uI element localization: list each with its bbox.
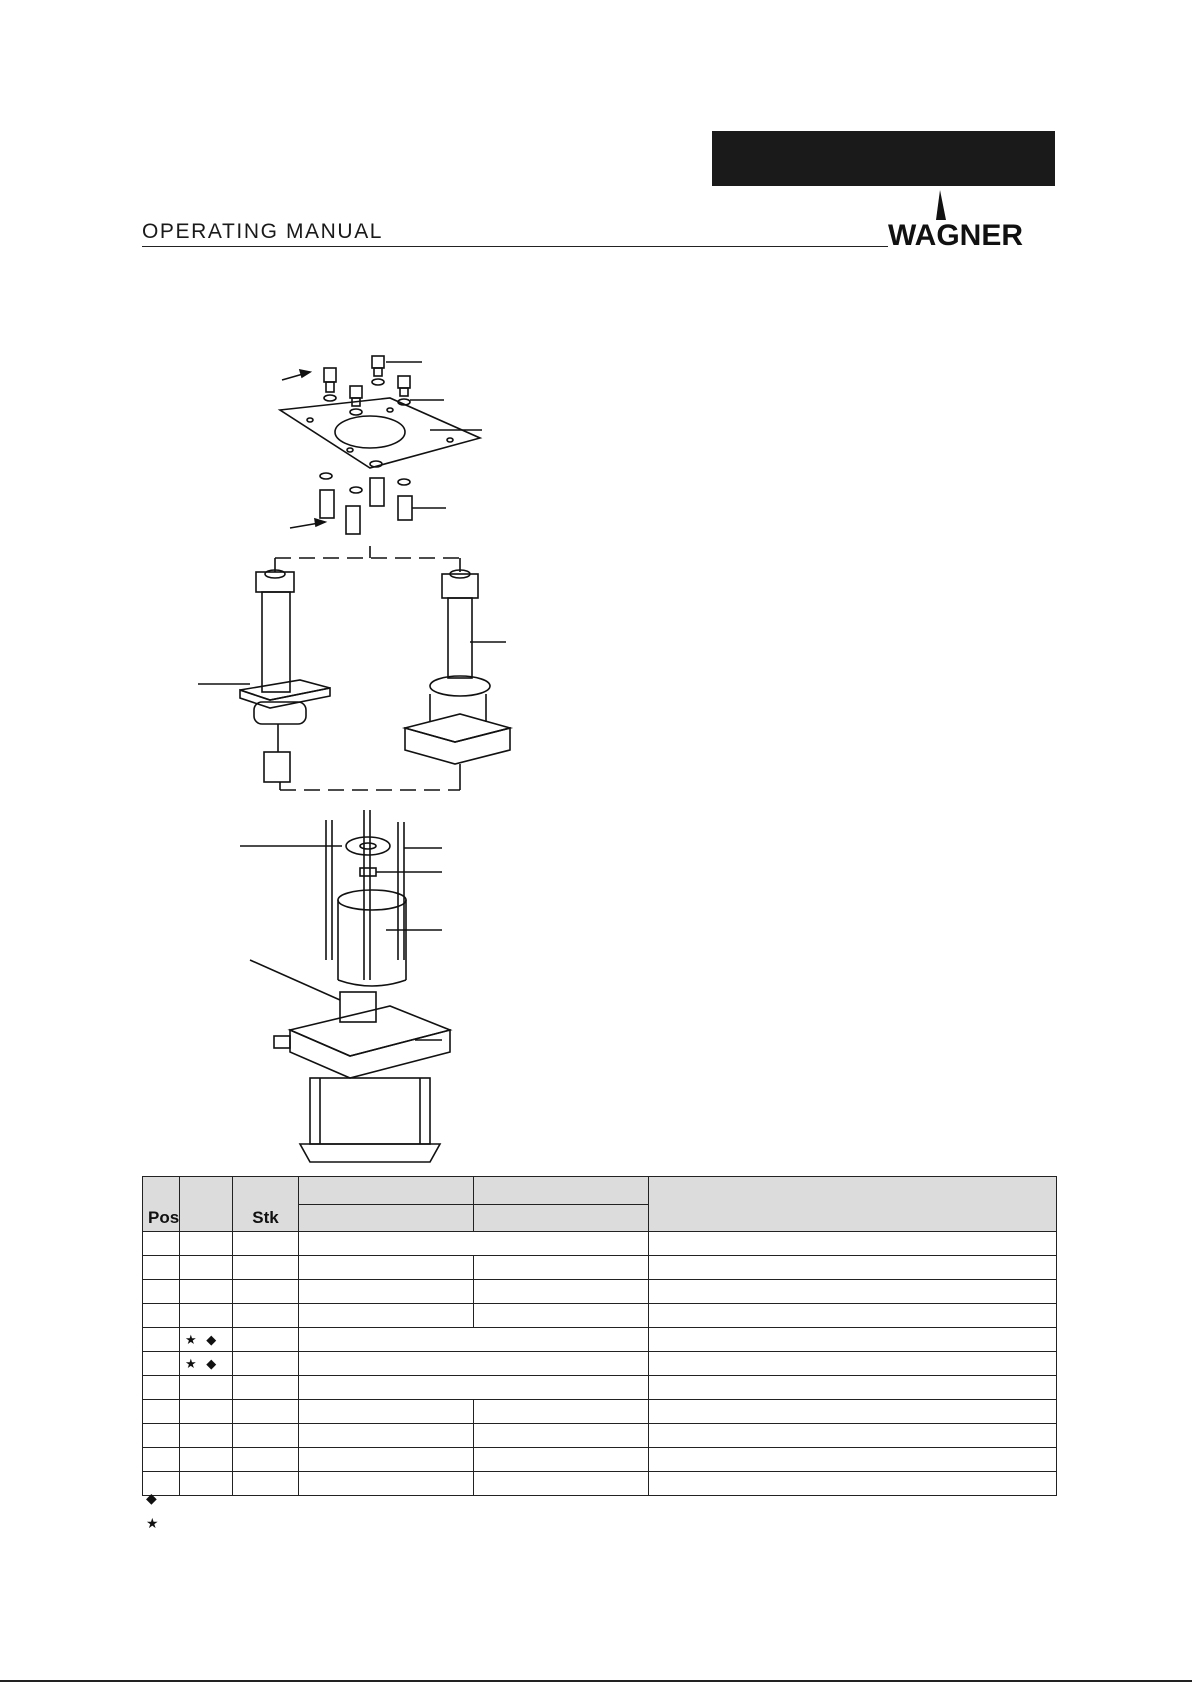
row-symbol: ★ ◆ bbox=[180, 1352, 233, 1376]
exploded-view-drawing bbox=[190, 340, 550, 1170]
table-cell bbox=[143, 1400, 180, 1424]
header-rule bbox=[142, 246, 888, 247]
parts-table-body bbox=[143, 1232, 1057, 1496]
table-cell bbox=[299, 1376, 649, 1400]
table-cell bbox=[474, 1448, 649, 1472]
table-row bbox=[143, 1280, 1057, 1304]
table-cell bbox=[143, 1352, 180, 1376]
table-row bbox=[143, 1256, 1057, 1280]
table-cell bbox=[299, 1424, 474, 1448]
table-cell bbox=[233, 1256, 299, 1280]
column-header-order-no-b bbox=[474, 1177, 649, 1205]
parts-table bbox=[142, 1176, 1057, 1496]
table-cell bbox=[649, 1376, 1057, 1400]
table-cell bbox=[649, 1424, 1057, 1448]
row-symbol bbox=[180, 1280, 233, 1304]
table-cell bbox=[233, 1352, 299, 1376]
table-cell bbox=[299, 1304, 474, 1328]
table-cell bbox=[143, 1280, 180, 1304]
table-cell bbox=[474, 1304, 649, 1328]
row-symbol bbox=[180, 1232, 233, 1256]
table-cell bbox=[233, 1304, 299, 1328]
table-cell bbox=[143, 1376, 180, 1400]
table-cell bbox=[649, 1328, 1057, 1352]
table-row bbox=[143, 1424, 1057, 1448]
svg-text:WAGNER: WAGNER bbox=[888, 219, 1023, 250]
table-cell bbox=[299, 1400, 474, 1424]
table-cell bbox=[299, 1280, 474, 1304]
table-cell bbox=[233, 1448, 299, 1472]
table-cell bbox=[233, 1328, 299, 1352]
table-cell bbox=[649, 1256, 1057, 1280]
title-block bbox=[712, 131, 1055, 186]
table-cell bbox=[649, 1352, 1057, 1376]
row-symbol bbox=[180, 1400, 233, 1424]
wagner-logo bbox=[888, 190, 1058, 250]
row-symbol bbox=[180, 1376, 233, 1400]
table-cell bbox=[143, 1304, 180, 1328]
table-cell bbox=[233, 1472, 299, 1496]
table-cell bbox=[299, 1472, 474, 1496]
table-cell bbox=[474, 1256, 649, 1280]
table-row bbox=[143, 1352, 1057, 1376]
footer-rule bbox=[0, 1680, 1192, 1682]
table-cell bbox=[143, 1256, 180, 1280]
table-cell bbox=[649, 1232, 1057, 1256]
table-cell bbox=[474, 1400, 649, 1424]
operating-manual-label: OPERATING MANUAL bbox=[142, 220, 384, 243]
table-row bbox=[143, 1448, 1057, 1472]
table-cell bbox=[474, 1424, 649, 1448]
row-symbol: ★ ◆ bbox=[180, 1328, 233, 1352]
table-cell bbox=[299, 1352, 649, 1376]
column-header-stk: Stk bbox=[233, 1177, 299, 1232]
table-cell bbox=[299, 1232, 649, 1256]
table-cell bbox=[474, 1280, 649, 1304]
table-cell bbox=[649, 1472, 1057, 1496]
table-cell bbox=[143, 1424, 180, 1448]
legend-item-diamond: ◆ bbox=[146, 1490, 157, 1506]
table-cell bbox=[299, 1256, 474, 1280]
table-cell bbox=[233, 1280, 299, 1304]
table-row bbox=[143, 1232, 1057, 1256]
column-header-description bbox=[649, 1177, 1057, 1232]
column-header-symbol bbox=[180, 1177, 233, 1232]
table-cell bbox=[649, 1304, 1057, 1328]
table-cell bbox=[299, 1328, 649, 1352]
table-cell bbox=[299, 1448, 474, 1472]
table-row bbox=[143, 1472, 1057, 1496]
column-header-pos: Pos bbox=[143, 1177, 180, 1232]
row-symbol bbox=[180, 1472, 233, 1496]
table-cell bbox=[143, 1232, 180, 1256]
table-row bbox=[143, 1328, 1057, 1352]
row-symbol bbox=[180, 1424, 233, 1448]
legend-item-star: ★ bbox=[146, 1515, 159, 1531]
row-symbol bbox=[180, 1448, 233, 1472]
row-symbol bbox=[180, 1256, 233, 1280]
row-symbol bbox=[180, 1304, 233, 1328]
table-cell bbox=[649, 1448, 1057, 1472]
table-cell bbox=[233, 1400, 299, 1424]
table-cell bbox=[143, 1328, 180, 1352]
table-cell bbox=[233, 1232, 299, 1256]
column-subheader-b bbox=[474, 1205, 649, 1232]
table-cell bbox=[233, 1424, 299, 1448]
column-subheader-a bbox=[299, 1205, 474, 1232]
table-row bbox=[143, 1304, 1057, 1328]
table-cell bbox=[143, 1448, 180, 1472]
table-cell bbox=[649, 1400, 1057, 1424]
table-cell bbox=[474, 1472, 649, 1496]
column-header-order-no-a bbox=[299, 1177, 474, 1205]
table-row bbox=[143, 1400, 1057, 1424]
table-cell bbox=[649, 1280, 1057, 1304]
table-row bbox=[143, 1376, 1057, 1400]
table-cell bbox=[233, 1376, 299, 1400]
